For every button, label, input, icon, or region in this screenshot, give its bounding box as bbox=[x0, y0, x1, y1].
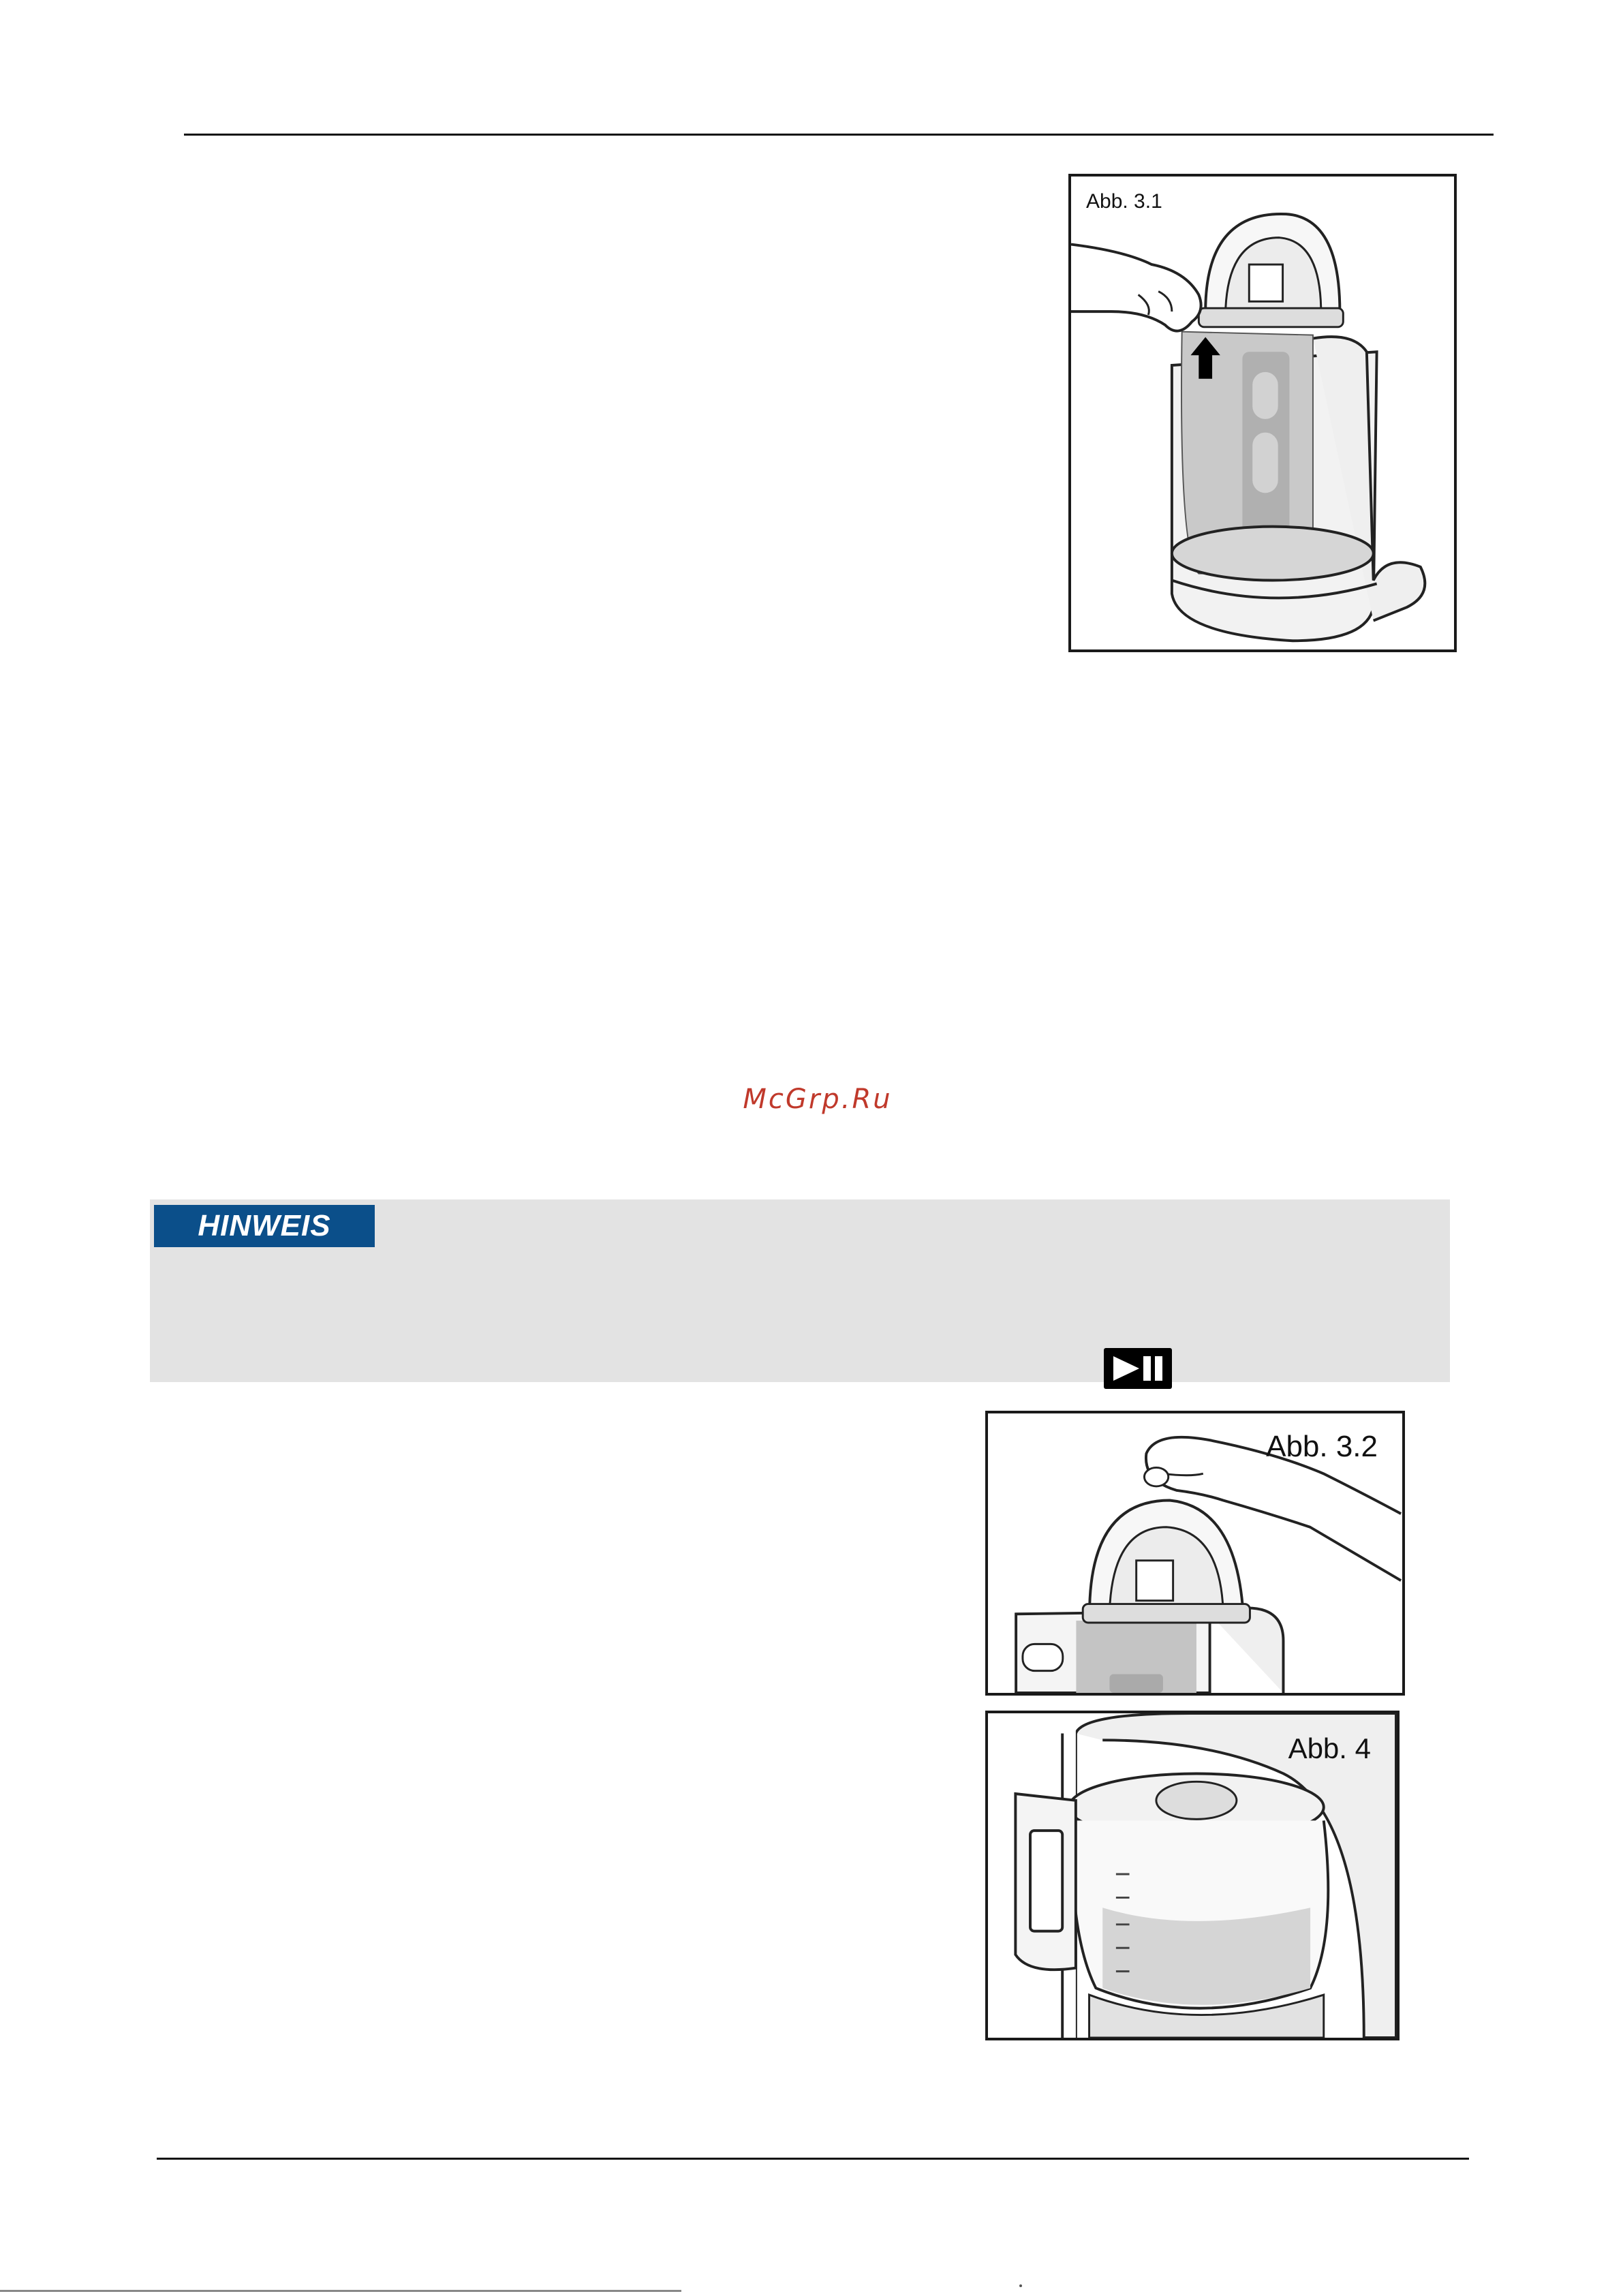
coffee-machine-filter-illustration bbox=[1071, 177, 1454, 649]
footer-rule bbox=[157, 2158, 1469, 2160]
figure-label: Abb. 3.2 bbox=[1266, 1430, 1378, 1463]
page-mark bbox=[1019, 2284, 1022, 2287]
notice-badge: HINWEIS bbox=[154, 1205, 375, 1247]
watermark-text: McGrp.Ru bbox=[743, 1084, 893, 1115]
figure-3-1 bbox=[1068, 174, 1457, 652]
play-pause-icon bbox=[1104, 1348, 1172, 1389]
figure-4 bbox=[985, 1711, 1400, 2040]
header-rule bbox=[184, 134, 1494, 136]
figure-3-2 bbox=[985, 1411, 1405, 1696]
figure-label: Abb. 3.1 bbox=[1086, 190, 1162, 213]
page-bottom-rule bbox=[0, 2290, 681, 2292]
figure-label: Abb. 4 bbox=[1288, 1732, 1371, 1764]
